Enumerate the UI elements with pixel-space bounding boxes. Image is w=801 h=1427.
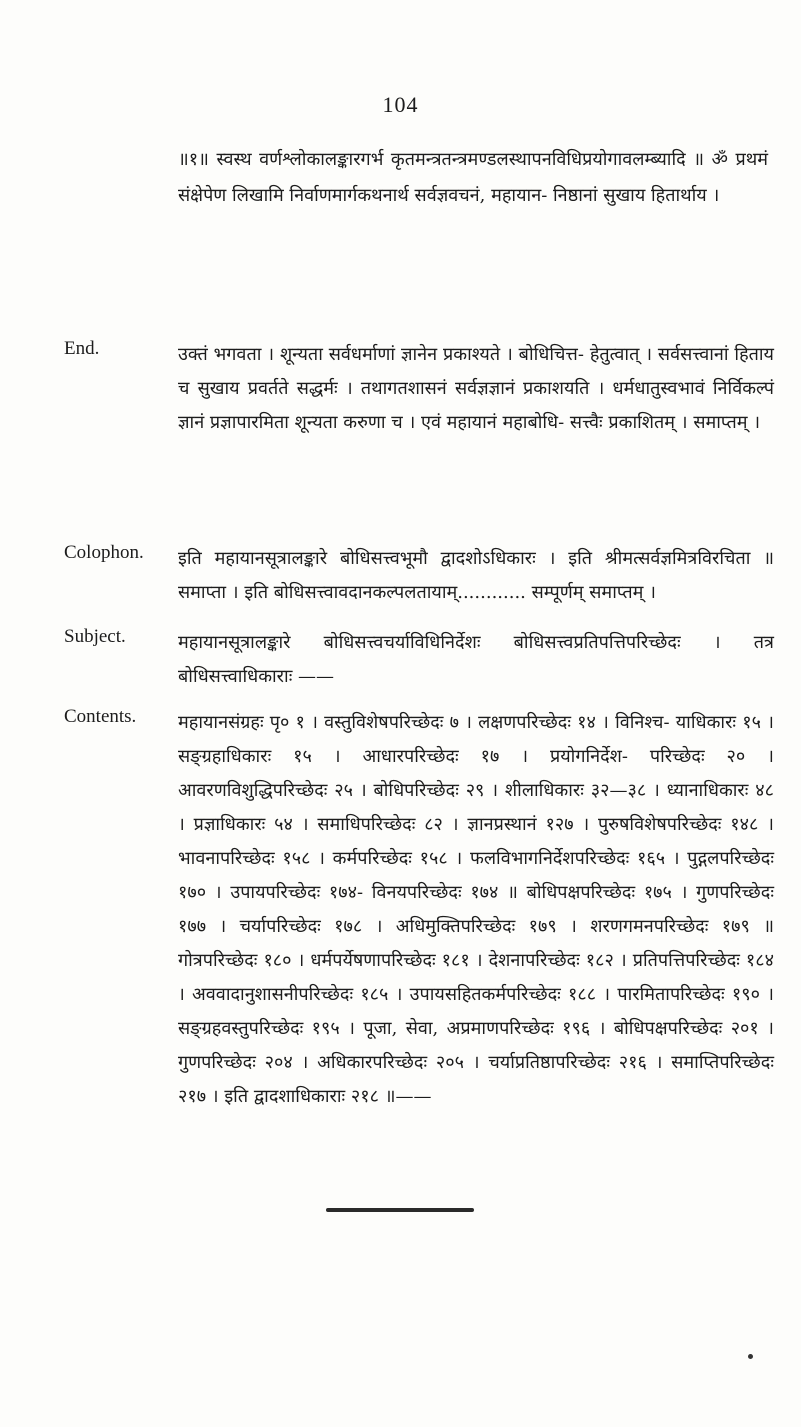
section-text-colophon: इति महायानसूत्रालङ्कारे बोधिसत्त्वभूमौ द्वादशोऽधिकारः । इति श्रीमत्सर्वज्ञमित्रविरचिता ॥ समाप्ता । इति बोधिसत्त्वावदानकल्पलतायाम्............ सम्पूर्णम् समाप्तम् । (178, 548, 774, 603)
section-text-subject: महायानसूत्रालङ्कारे बोधिसत्त्वचर्याविधिनिर्देशः बोधिसत्त्वप्रतिपत्तिपरिच्छेदः । तत्र बोधिसत्त्वाधिकाराः —— (178, 632, 774, 687)
intro-text: ॥१॥ स्वस्थ वर्णश्लोकालङ्कारगर्भ कृतमन्त्रतन्त्रमण्डलस्थापनविधिप्रयोगावलम्ब्यादि ॥ ॐ प्रथमं संक्षेपेण लिखामि निर्वाणमार्गकथनार्थ सर्वज्ञवचनं, महायान- निष्ठानां सुखाय हितार्थाय । (178, 149, 768, 206)
section-body-colophon (178, 542, 774, 610)
page-dot (748, 1354, 753, 1359)
section-label-end: End. (64, 338, 100, 359)
section-label-subject: Subject. (64, 626, 126, 647)
section-body-end (178, 338, 774, 440)
intro-paragraph (178, 142, 768, 214)
page-number: 104 (382, 92, 419, 117)
section-label-contents: Contents. (64, 706, 137, 727)
section-text-contents: महायानसंग्रहः पृ० १ । वस्तुविशेषपरिच्छेदः ७ । लक्षणपरिच्छेदः १४ । विनिश्च- याधिकारः १५ । सङ्ग्रहाधिकारः १५ । आधारपरिच्छेदः १७ । प्रयोगनिर्देश- परिच्छेदः २० । आवरणविशुद्धिपरिच्छेदः २५ । बोधिपरिच्छेदः २९ । शीलाधिकारः ३२—३८ । ध्यानाधिकारः ४८ । प्रज्ञाधिकारः ५४ । समाधिपरिच्छेदः ८२ । ज्ञानप्रस्थानं १२७ । पुरुषविशेषपरिच्छेदः १४८ । भावनापरिच्छेदः १५८ । कर्मपरिच्छेदः १५८ । फलविभागनिर्देशपरिच्छेदः १६५ । पुद्गलपरिच्छेदः १७० । उपायपरिच्छेदः १७४- विनयपरिच्छेदः १७४ ॥ बोधिपक्षपरिच्छेदः १७५ । गुणपरिच्छेदः १७७ । चर्यापरिच्छेदः १७८ । अधिमुक्तिपरिच्छेदः १७९ । शरणगमनपरिच्छेदः १७९ ॥ गोत्रपरिच्छेदः १८० । धर्मपर्येषणापरिच्छेदः १८१ । देशनापरिच्छेदः १८२ । प्रतिपत्तिपरिच्छेदः १८४ । अववादानुशासनीपरिच्छेदः १८५ । उपायसहितकर्मपरिच्छेदः १८८ । पारमितापरिच्छेदः १९० । सङ्ग्रहवस्तुपरिच्छेदः १९५ । पूजा, सेवा, अप्रमाणपरिच्छेदः १९६ । बोधिपक्षपरिच्छेदः २०१ । गुणपरिच्छेदः २०४ । अधिकारपरिच्छेदः २०५ । चर्याप्रतिष्ठापरिच्छेदः २१६ । समाप्तिपरिच्छेदः २१७ । इति द्वादशाधिकाराः २१८ ॥—— (178, 712, 774, 1107)
section-body-contents (178, 706, 774, 1114)
section-label-colophon: Colophon. (64, 542, 144, 563)
section-text-end: उक्तं भगवता । शून्यता सर्वधर्माणां ज्ञानेन प्रकाश्यते । बोधिचित्त- हेतुत्वात् । सर्वसत्त्वानां हिताय च सुखाय प्रवर्तते सद्धर्मः । तथागतशासनं सर्वज्ञज्ञानं प्रकाशयति । धर्मधातुस्वभावं निर्विकल्पं ज्ञानं प्रज्ञापारमिता शून्यता करुणा च । एवं महायानं महाबोधि- सत्त्वैः प्रकाशितम् । समाप्तम् । (178, 344, 774, 433)
section-body-subject (178, 626, 774, 694)
closing-rule (326, 1208, 474, 1212)
